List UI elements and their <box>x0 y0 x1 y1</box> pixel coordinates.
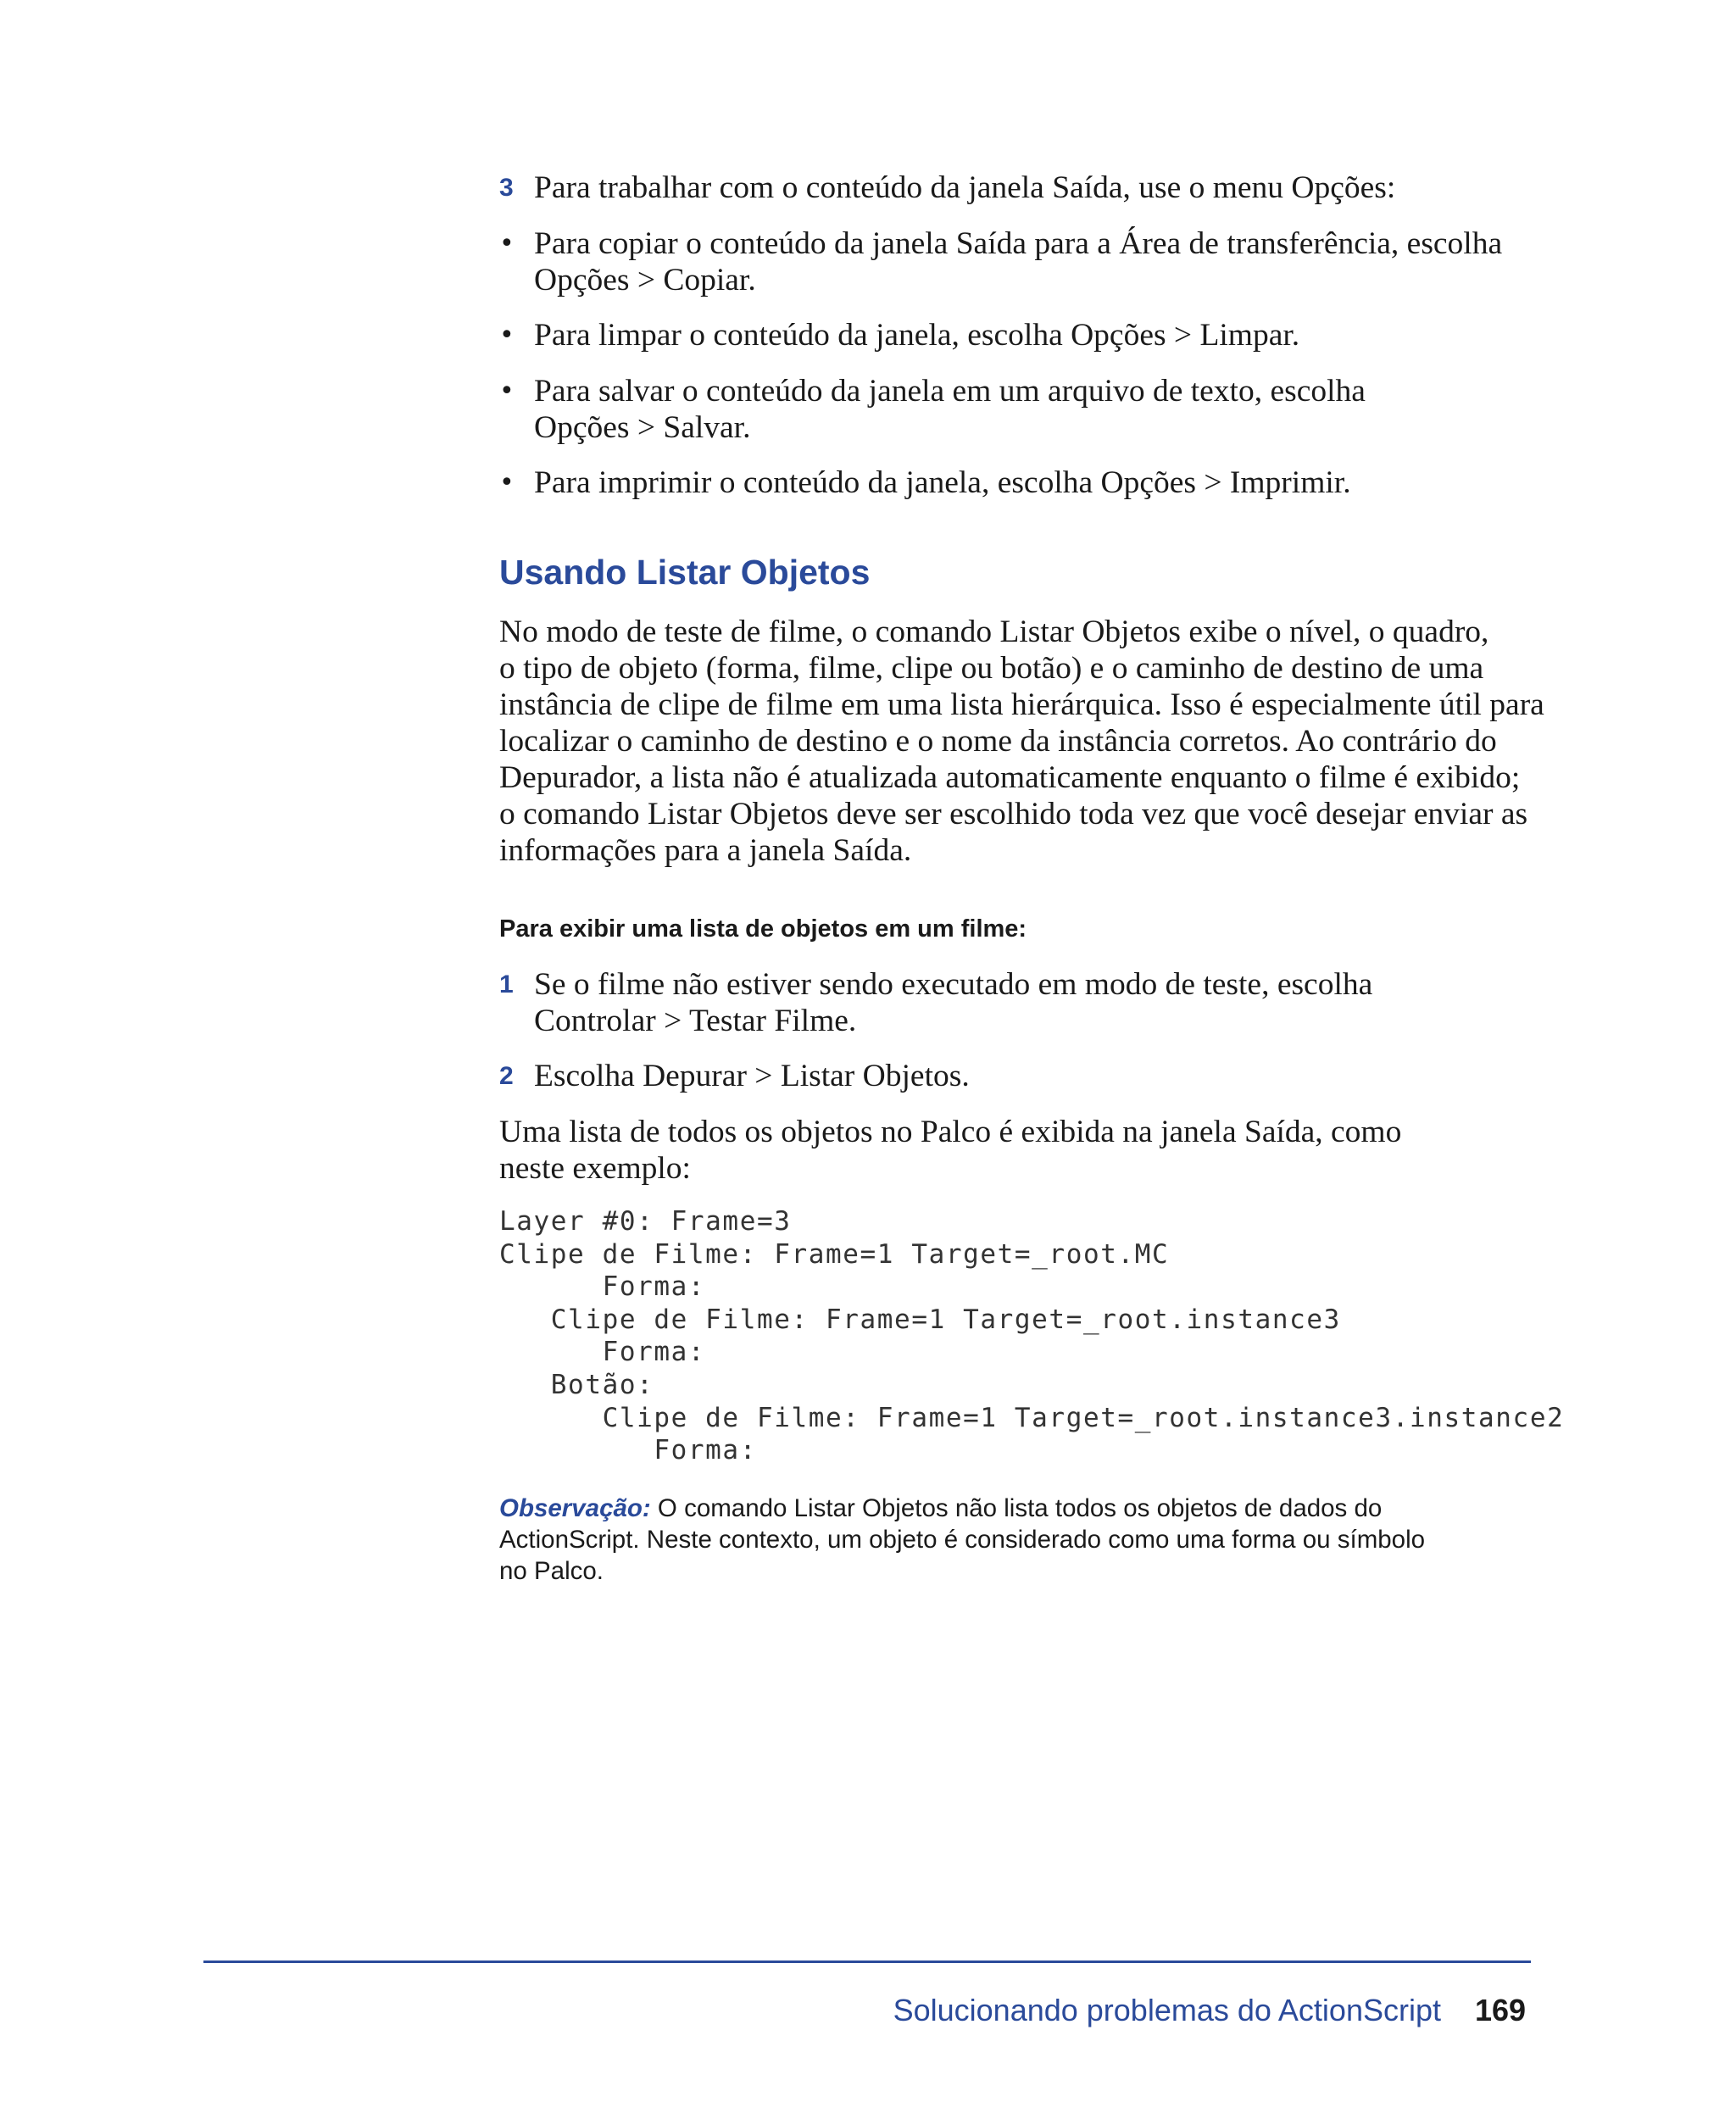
bullet-line: Para limpar o conteúdo da janela, escolha Opções > Limpar. <box>534 318 1300 353</box>
paragraph-line: localizar o caminho de destino e o nome da instância corretos. Ao contrário do <box>499 724 1497 759</box>
bullet-line: Para copiar o conteúdo da janela Saída para a Área de transferência, escolha <box>534 226 1503 261</box>
step-number: 1 <box>499 971 514 998</box>
step-line: Escolha Depurar > Listar Objetos. <box>534 1059 970 1093</box>
code-line: Clipe de Filme: Frame=1 Target=_root.instance3 <box>499 1304 1341 1335</box>
paragraph-line: informações para a janela Saída. <box>499 833 912 868</box>
paragraph-line: Uma lista de todos os objetos no Palco é exibida na janela Saída, como <box>499 1115 1402 1149</box>
step-number: 3 <box>499 174 514 202</box>
bullet-text <box>534 373 1509 446</box>
bullet-icon: • <box>499 376 515 406</box>
footer-rule <box>203 1960 1531 1963</box>
note-label: Observação: <box>499 1494 651 1522</box>
paragraph-line: o comando Listar Objetos deve ser escolhido toda vez que você desejar enviar as <box>499 797 1528 831</box>
bullet-line: Para salvar o conteúdo da janela em um arquivo de texto, escolha <box>534 374 1366 409</box>
bullet-icon: • <box>499 320 515 350</box>
bullet-text <box>534 225 1509 298</box>
bullet-text <box>534 317 1509 353</box>
bullet-line: Para imprimir o conteúdo da janela, escolha Opções > Imprimir. <box>534 465 1351 500</box>
section-heading: Usando Listar Objetos <box>499 553 871 592</box>
code-block <box>499 1205 1564 1467</box>
paragraph-line: Depurador, a lista não é atualizada automaticamente enquanto o filme é exibido; <box>499 760 1521 795</box>
step-text: Para trabalhar com o conteúdo da janela Saída, use o menu Opções: <box>534 170 1396 205</box>
paragraph-line: o tipo de objeto (forma, filme, clipe ou botão) e o caminho de destino de uma <box>499 651 1484 686</box>
note-line <box>499 1493 1516 1524</box>
bullet-line: Opções > Copiar. <box>534 263 756 298</box>
note <box>499 1493 1516 1587</box>
paragraph-line: instância de clipe de filme em uma lista hierárquica. Isso é especialmente útil para <box>499 687 1544 722</box>
footer-title: Solucionando problemas do ActionScript <box>893 1993 1441 2027</box>
bullet-icon: • <box>499 468 515 498</box>
page-number: 169 <box>1475 1993 1527 2027</box>
procedure-heading: Para exibir uma lista de objetos em um filme: <box>499 915 1027 943</box>
code-line: Layer #0: Frame=3 <box>499 1206 792 1237</box>
code-line: Clipe de Filme: Frame=1 Target=_root.instance3.instance2 <box>499 1402 1565 1433</box>
note-line: ActionScript. Neste contexto, um objeto é considerado como uma forma ou símbolo <box>499 1526 1426 1554</box>
note-line: no Palco. <box>499 1557 604 1585</box>
bullet-line: Opções > Salvar. <box>534 410 751 445</box>
bullet-text <box>534 464 1509 501</box>
step-line: Controlar > Testar Filme. <box>534 1004 857 1038</box>
code-line: Clipe de Filme: Frame=1 Target=_root.MC <box>499 1238 1170 1270</box>
step-text <box>534 966 1509 1039</box>
step-text <box>534 1058 1509 1094</box>
code-line: Forma: <box>499 1337 706 1368</box>
result-paragraph <box>499 1114 1546 1187</box>
section-paragraph <box>499 614 1546 869</box>
step-line: Se o filme não estiver sendo executado em modo de teste, escolha <box>534 967 1373 1002</box>
bullet-icon: • <box>499 229 515 259</box>
code-line: Forma: <box>499 1435 757 1466</box>
paragraph-line: No modo de teste de filme, o comando Listar Objetos exibe o nível, o quadro, <box>499 615 1489 649</box>
note-text: O comando Listar Objetos não lista todos os objetos de dados do <box>650 1494 1383 1522</box>
paragraph-line: neste exemplo: <box>499 1151 691 1186</box>
code-line: Botão: <box>499 1369 654 1400</box>
step-number: 2 <box>499 1062 514 1090</box>
code-line: Forma: <box>499 1271 706 1303</box>
